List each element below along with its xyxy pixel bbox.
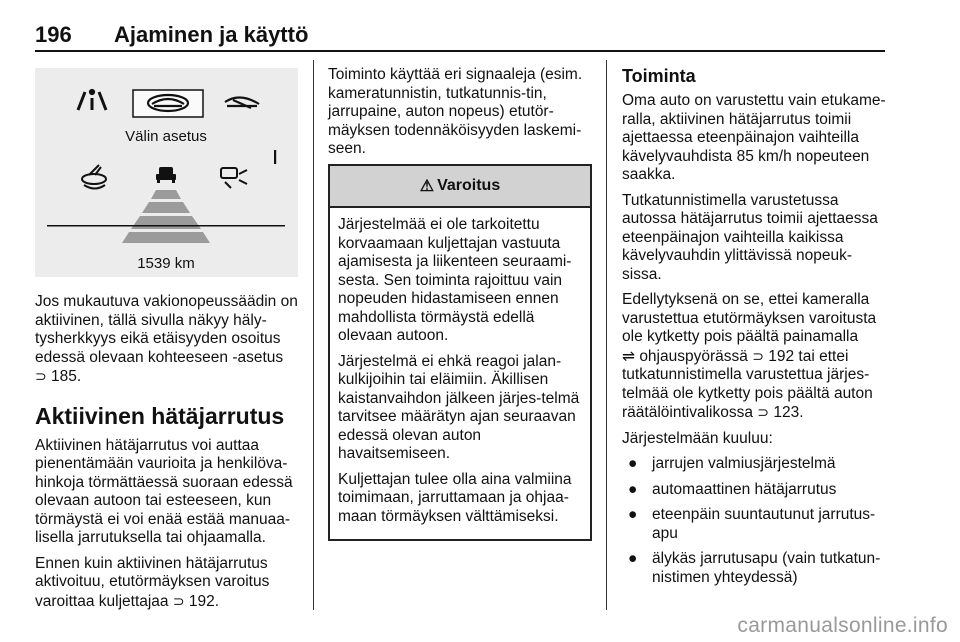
subsection-heading: Toiminta [622,66,696,86]
paragraph: Kuljettajan tulee olla aina valmiina toimimaan, jarruttamaan ja ohjaa-maan törmäyksen välttämiseksi. [338,470,572,525]
column-divider [606,60,607,610]
column-divider [313,60,314,610]
arrow-icon: ⊃ [757,404,770,420]
page-number: 196 [35,22,72,47]
list-item: ● eteenpäin suuntautunut jarrutus-apu [628,506,876,542]
page-reference: 123. [773,404,804,421]
page-header [35,22,885,52]
paragraph: Järjestelmä ei ehkä reagoi jalan-kulkijoihin tai eläimiin. Äkillisen kaistanvaihdon jälkeen järjes-telmä tarvitsee määrätyn ajan seuraavan edessä olevan auton havaitsemiseen. [338,352,580,462]
sensor-car-icon [82,165,106,189]
page-reference: 192. [188,592,220,610]
warning-header [330,166,590,208]
feature-list [622,455,886,587]
instrument-display-figure [35,68,298,277]
tpms-warning-icon [78,90,106,110]
paragraph: Toiminto käyttää eri signaaleja (esim. kameratunnistin, tutkatunnis-tin, jarrupaine, auton nopeus) etutör-mäyksen todennäköisyyden laskemi-seen. [328,66,583,157]
paragraph: Jos mukautuva vakionopeussäädin on aktiivinen, tällä sivulla näkyy häly-tysherkkyys eikä etäisyyden osoitus edessä olevaan kohteeseen -asetus ⊃ 185. [35,293,298,385]
paragraph: Järjestelmää ei ole tarkoitettu korvaamaan kuljettajan vastuuta ajamisesta ja liikenteen seuraami-sesta. Sen toiminta rajoittuu vain nopeuden hidastamiseen ennen mahdollista törmäystä edellä olevaan autoon. [338,216,572,344]
column-3 [622,66,886,594]
arrow-icon: ⊃ [752,347,764,364]
odometer-readout: 1539 km [137,255,195,272]
bullet-icon: ● [628,506,638,523]
column-2 [328,66,590,166]
list-item: ● automaattinen hätäjarrutus [628,480,837,498]
paragraph: Edellytyksenä on se, ettei kameralla varustettua etutörmäyksen varoitusta ole kytketty pois päältä painamalla ⇌ ohjauspyörässä ⊃ 192 tai ettei tutkatunnistimella varustettua järjes-telmää ole kytketty pois päältä auton räätälöintivalikossa ⊃ 123. [622,291,877,421]
distance-bar-2 [142,202,190,213]
steering-wheel-button-icon: ⇌ [622,347,635,365]
scroll-indicator [274,150,276,164]
paragraph: Oma auto on varustettu vain etukame-ralla, aktiivinen hätäjarrutus toimii ajettaessa eteenpäinajon vaihteilla kävelyvauhdista 85 km/h nopeuteen saakka. [622,92,886,183]
display-bottom-line [47,225,285,227]
arrow-icon: ⊃ [172,592,185,609]
section-title: Ajaminen ja käyttö [114,22,309,47]
watermark: carmanualsonline.info [737,614,948,637]
warning-body [330,208,590,539]
bullet-icon: ● [628,550,638,567]
bullet-icon: ● [628,480,638,498]
page-reference: 185. [51,368,82,385]
display-label: Välin asetus [125,128,207,145]
lane-assist-icon [225,97,259,108]
list-item: ● jarrujen valmiusjärjestelmä [628,455,836,472]
warning-icon: ⚠ [419,178,435,195]
distance-bar-1 [151,190,181,199]
arrow-icon: ⊃ [35,368,47,384]
bullet-icon: ● [628,455,638,472]
list-item: ● älykäs jarrutusapu (vain tutkatun-nistimen yhteydessä) [628,550,881,586]
paragraph: Järjestelmään kuuluu: [622,429,773,447]
car-ahead-icon [156,167,176,183]
distance-bar-4 [122,232,210,243]
paragraph: Tutkatunnistimella varustetussa autossa hätäjarrutus toimii ajettaessa eteenpäinajon vaihteilla kaikissa kävelyvauhdin ylittävissä nopeuk-sissa. [622,191,878,283]
car-alert-icon [221,168,247,188]
paragraph: Aktiivinen hätäjarrutus voi auttaa pienentämään vaurioita ja henkilöva-hinkoja törmättäessä suoraan edessä olevaan autoon tai esteeseen, kun törmäystä ei voi enää estää manuaa-lisella jarrutuksella tai ohjaamalla. [35,436,293,546]
distance-bar-3 [131,216,201,229]
paragraph: Ennen kuin aktiivinen hätäjarrutus aktivoituu, etutörmäyksen varoitus varoittaa kuljettajaa ⊃ 192. [35,554,270,610]
section-heading: Aktiivinen hätäjarrutus [35,402,285,429]
header-rule [35,50,885,52]
column-1 [35,293,300,618]
warning-title: Varoitus [437,177,501,194]
display-illustration [35,68,298,277]
warning-box [328,164,592,541]
